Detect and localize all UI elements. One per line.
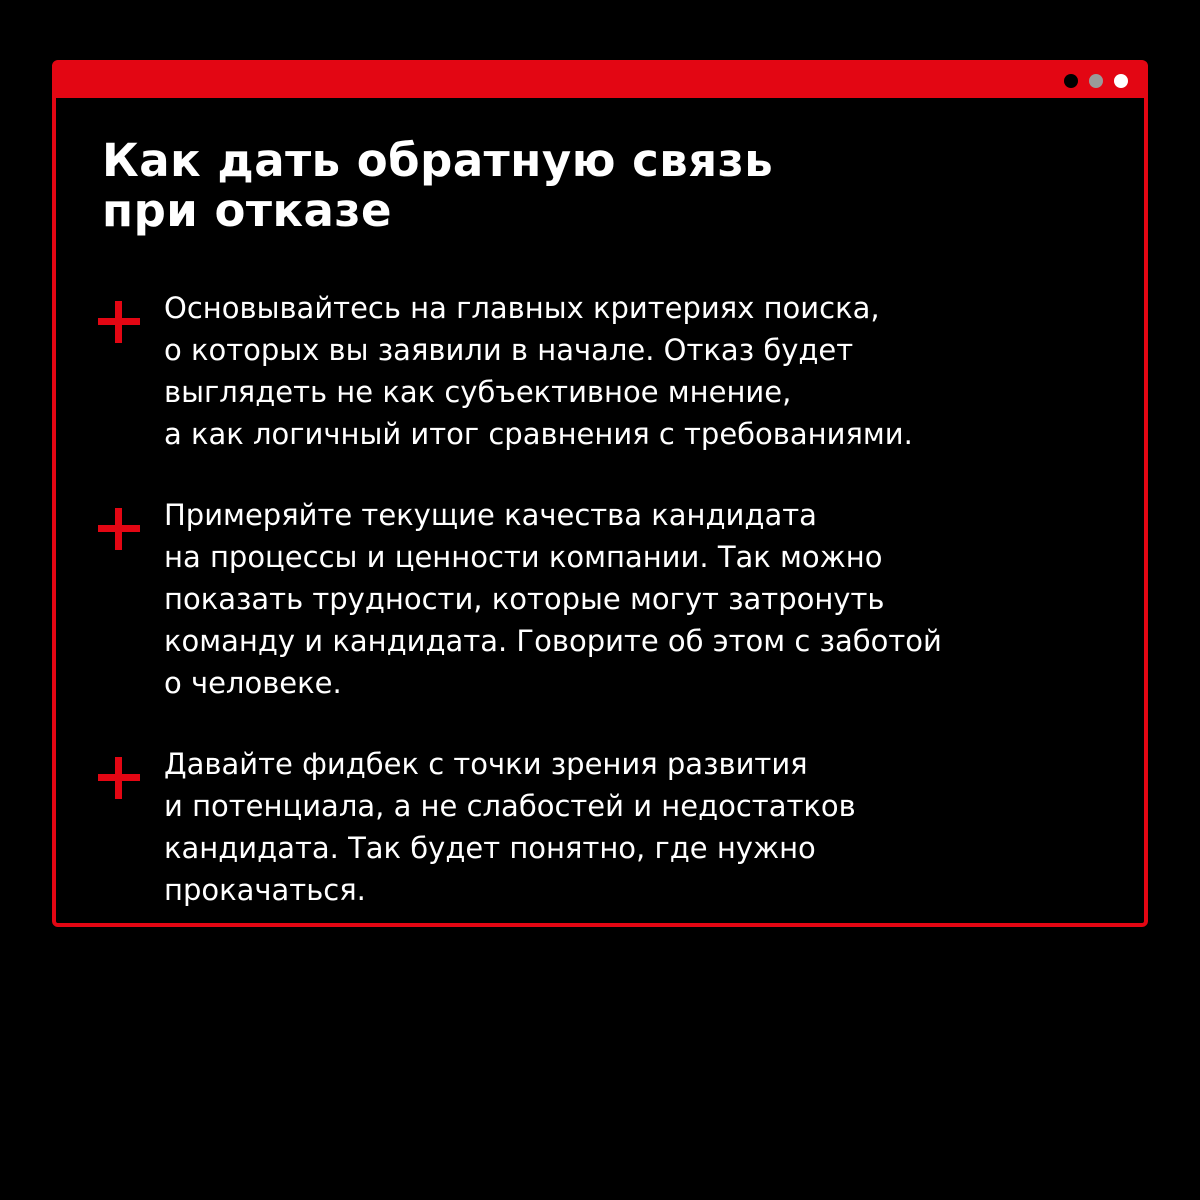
list-item [98,287,1124,455]
list-item [98,743,1124,911]
page-title: Как дать обратную связь при отказе [102,134,774,237]
list-item [98,494,1124,704]
window-titlebar [56,64,1144,98]
window-dot-icon[interactable] [1114,74,1128,88]
window-dot-icon[interactable] [1064,74,1078,88]
list-item-text: Давайте фидбек с точки зрения развития и потенциала, а не слабостей и недостатков кандидата. Так будет понятно, где нужно прокачаться. [164,747,856,907]
tips-list [98,287,1124,950]
list-item-text: Основывайтесь на главных критериях поиска, о которых вы заявили в начале. Отказ будет выглядеть не как субъективное мнение, а как логичный итог сравнения с требованиями. [164,291,913,451]
window-controls [1064,74,1128,88]
window-dot-icon[interactable] [1089,74,1103,88]
plus-icon [98,508,140,550]
plus-icon [98,301,140,343]
window-frame [52,60,1148,927]
list-item-text: Примеряйте текущие качества кандидата на процессы и ценности компании. Так можно показать трудности, которые могут затронуть команду и кандидата. Говорите об этом с заботой о человеке. [164,498,942,700]
plus-icon [98,757,140,799]
